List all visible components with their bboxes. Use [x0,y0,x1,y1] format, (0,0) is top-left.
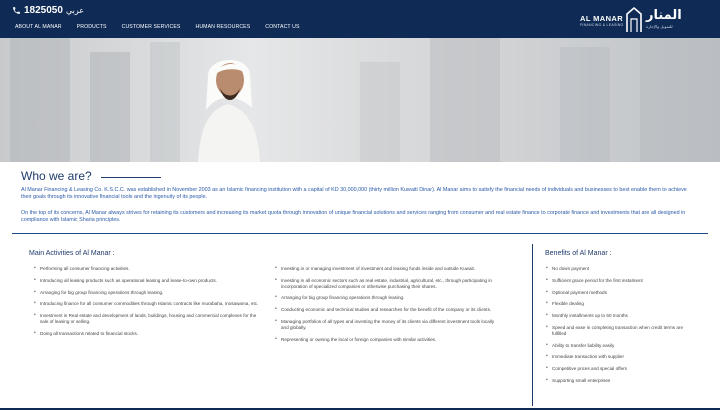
list-item: • Competitive prices and special offers [546,366,696,372]
top-header [0,0,720,38]
list-item: • Ability to transfer liability easily [546,343,696,349]
list-item: • Introducing finance for all consumer commodities through Islamic contracts like murabaha, mosawama, etc. [34,301,259,307]
benefits-list [546,266,696,384]
list-item: • Speed and ease in completing transaction when credit terms are fulfilled [546,325,696,337]
nav-about[interactable]: ABOUT AL MANAR [15,24,62,30]
background-building [10,38,70,162]
background-building [360,62,400,162]
hero-banner [0,38,720,162]
list-item: • Performing all consumer financing activities. [34,266,259,272]
logo-text-en: AL MANAR [580,14,624,23]
list-item: • Investing in all economic sectors such as real estate, industrial, agricultural, etc., through participating in incorporation of specialized companies or otherwise purchasing their shares. [275,278,503,290]
title-underline [101,177,161,178]
nav-customer-services[interactable]: CUSTOMER SERVICES [121,24,181,30]
company-logo[interactable] [580,4,708,34]
background-building [560,47,610,162]
benefits-title: Benefits of Al Manar : [545,250,612,257]
activities-benefits-section [12,236,708,406]
logo-text-ar: المنار [646,8,682,23]
phone-text: 1825050 [24,5,63,16]
language-toggle[interactable]: عربي [66,6,85,15]
background-building [430,38,500,162]
list-item: • Arranging for big group financing operations through leasing. [34,290,259,296]
background-building [640,38,720,162]
phone-icon [12,6,21,15]
logo-subtext-en: FINANCING & LEASING [580,23,624,27]
logo-subtext-ar: للتمويل والإجارة [646,24,673,29]
logo-mark-icon [624,6,644,32]
who-title: Who we are? [21,169,92,183]
list-item: • Flexible dealing [546,301,696,307]
who-we-are-section [12,162,708,234]
list-item: • Immediate transaction with supplier [546,354,696,360]
who-paragraph-1: Al Manar Financing & Leasing Co. K.S.C.C. was established in November 2003 as an Islamic financing institution with a capital of KD 30,000,000 (thirty million Kuwaiti Dinar). Al Manar aims to satisfy the financial needs of individuals and businesses to best enable them to achieve their goals through its innovative financial tools and the ingenuity of its people. [21,187,687,201]
nav-human-resources[interactable]: HUMAN RESOURCES [195,24,251,30]
phone-number[interactable] [12,5,63,16]
list-item: • Introducing all leasing products such as operational leasing and lease-to-own products. [34,278,259,284]
list-item: • Investment in Real estate and development of lands, buildings, housing and commercial complexes for the sale of leasing or selling. [34,313,259,325]
nav-products[interactable]: PRODUCTS [76,24,107,30]
activities-title: Main Activities of Al Manar : [29,250,115,257]
nav-contact[interactable]: CONTACT US [265,24,300,30]
column-divider [532,244,533,406]
list-item: • Optional payment methods [546,290,696,296]
background-building [90,52,130,162]
who-paragraph-2: On the top of its concerns, Al Manar always strives for retaining its customers and increasing its market quota through innovation of unique financial solutions and services ranging from consumer and real estate finance to corporate finance and investments that are all designed in compliance with Islamic Sharia principles. [21,210,686,224]
list-item: • Doing all transactions related to financial stocks. [34,331,259,337]
background-building [150,42,180,162]
list-item: • Conducting economic and technical studies and researches for the benefit of the company or its clients. [275,307,503,313]
list-item: • Investing in or managing investment of investment and leasing funds inside and outside Kuwait. [275,266,503,272]
list-item: • Arranging for big group financing operations through leasing. [275,295,503,301]
man-portrait-image [178,48,278,162]
list-item: • Managing portfolios of all types and investing the money of its clients via different investment tools locally and globally. [275,319,503,331]
activities-list-right [275,266,503,342]
activities-list-left [34,266,259,337]
main-nav [15,24,315,30]
list-item: • No down payment [546,266,696,272]
list-item: • Sufficient grace period for the first instalment [546,278,696,284]
list-item: • Monthly installments up to 60 months [546,313,696,319]
list-item: • Representing or owning the local or foreign companies with similar activities. [275,337,503,343]
list-item: • Supporting small enterprises [546,378,696,384]
